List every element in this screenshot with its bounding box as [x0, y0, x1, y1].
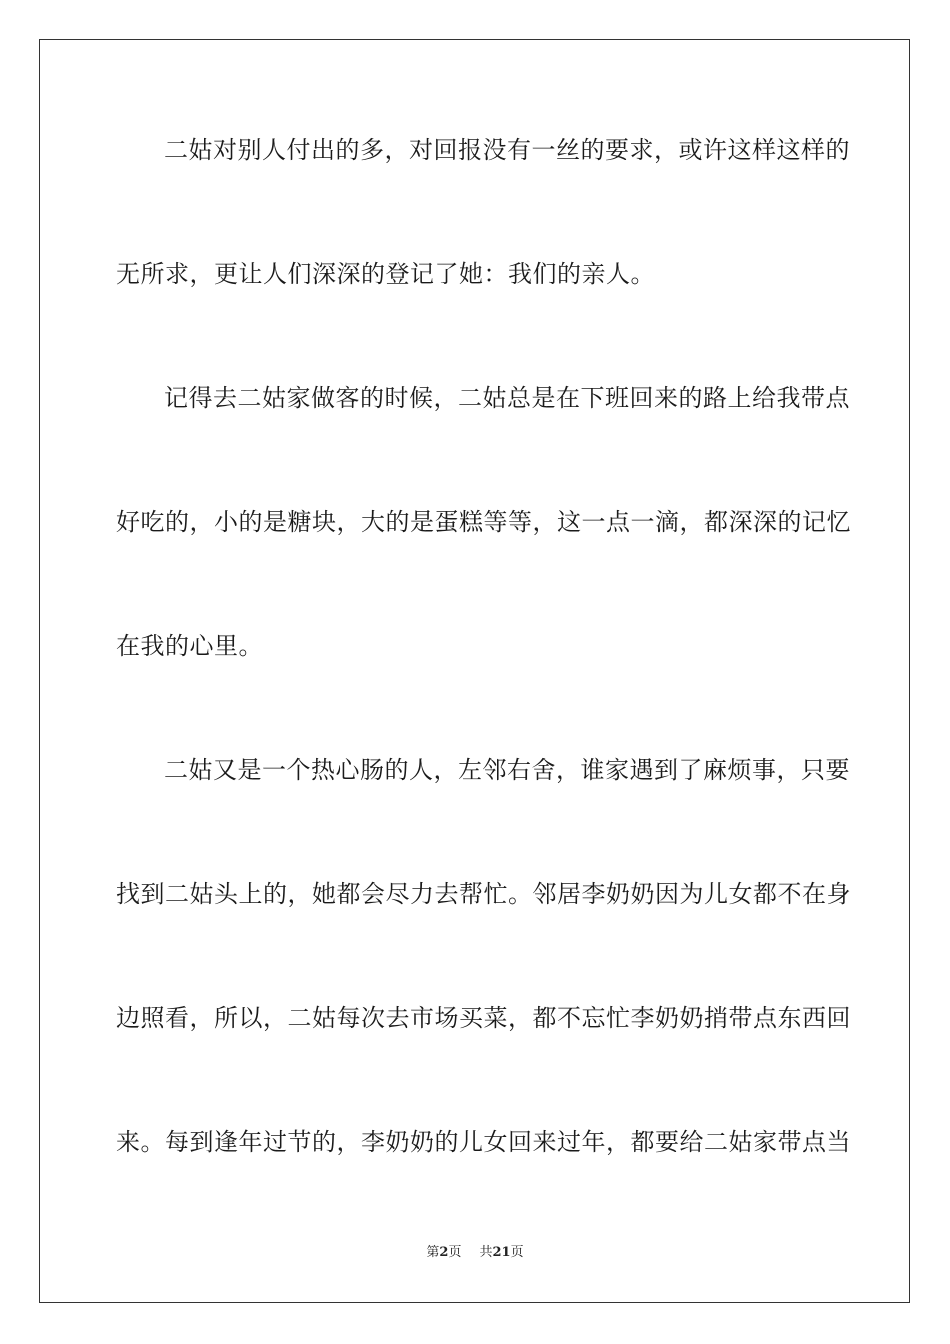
page-prefix: 第: [426, 1245, 440, 1260]
total-suffix: 页: [510, 1245, 524, 1260]
paragraph-3-line-3: 边照看，所以，二姑每次去市场买菜，都不忘忙李奶奶捎带点东西回: [116, 1004, 851, 1032]
paragraph-1-line-2: 无所求，更让人们深深的登记了她：我们的亲人。: [116, 260, 655, 288]
paragraph-2-line-3: 在我的心里。: [116, 632, 263, 660]
paragraph-3-line-1: 二姑又是一个热心肠的人，左邻右舍，谁家遇到了麻烦事，只要: [164, 756, 850, 784]
paragraph-1-line-1: 二姑对别人付出的多，对回报没有一丝的要求，或许这样这样的: [164, 136, 850, 164]
total-prefix: 共: [479, 1245, 493, 1260]
paragraph-3-line-2: 找到二姑头上的，她都会尽力去帮忙。邻居李奶奶因为儿女都不在身: [116, 880, 851, 908]
page-number: 2: [439, 1245, 449, 1260]
paragraph-3-line-4: 来。每到逢年过节的，李奶奶的儿女回来过年，都要给二姑家带点当: [116, 1128, 851, 1156]
paragraph-2-line-1: 记得去二姑家做客的时候，二姑总是在下班回来的路上给我带点: [164, 384, 850, 412]
page-border: [39, 39, 910, 1303]
paragraph-2-line-2: 好吃的，小的是糖块，大的是蛋糕等等，这一点一滴，都深深的记忆: [116, 508, 851, 536]
page-suffix: 页: [448, 1245, 462, 1260]
page-footer: [0, 1244, 950, 1262]
total-pages: 21: [492, 1245, 511, 1260]
